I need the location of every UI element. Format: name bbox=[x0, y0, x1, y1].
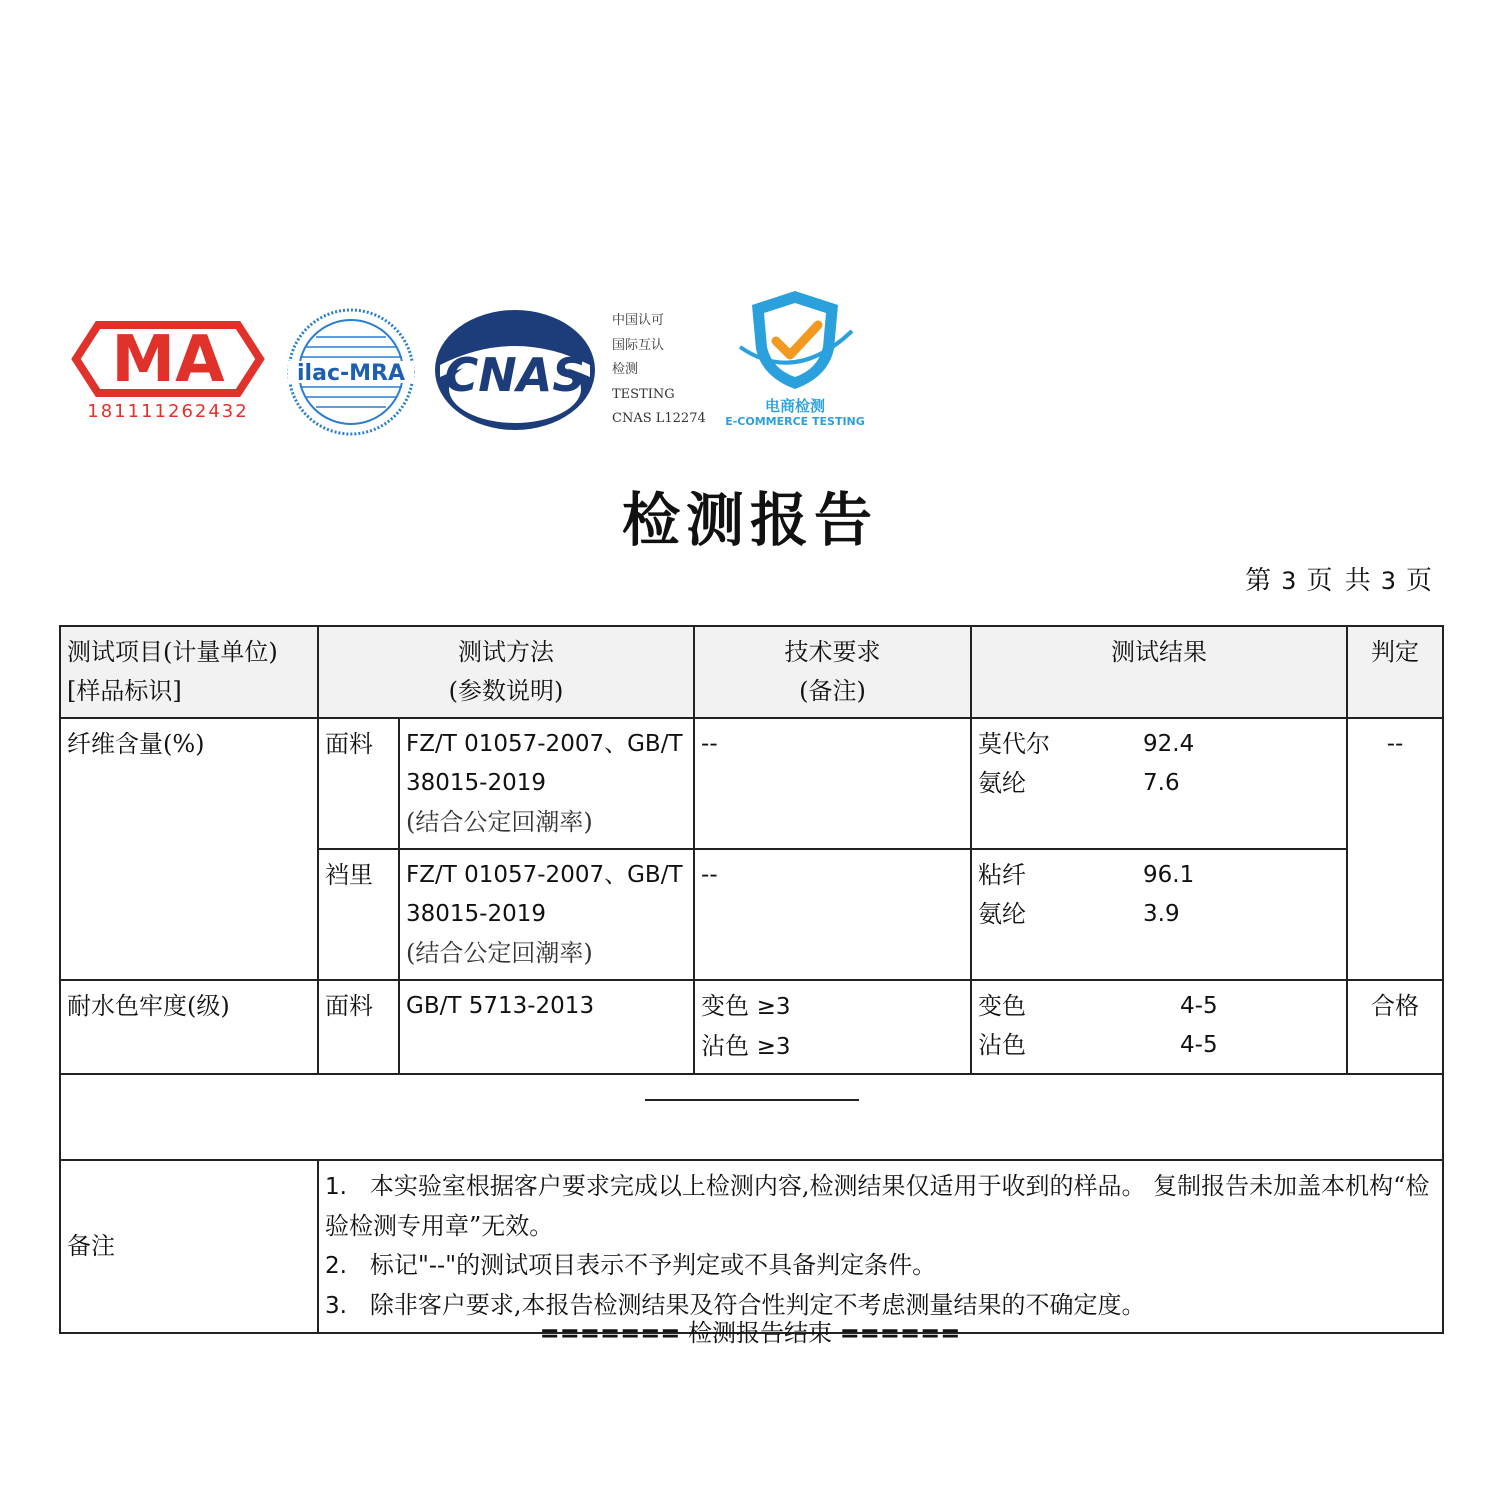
remark-item: 3. 除非客户要求,本报告检测结果及符合性判定不考虑测量结果的不确定度。 bbox=[325, 1291, 1146, 1319]
result-line: 变色 4-5 bbox=[978, 992, 1218, 1020]
water-method: GB/T 5713-2013 bbox=[399, 980, 694, 1074]
report-end-text: 检测报告结束 bbox=[688, 1319, 833, 1347]
water-result bbox=[971, 980, 1347, 1074]
table-row bbox=[60, 718, 1443, 849]
report-title: 检测报告 bbox=[621, 486, 878, 554]
shield-check-icon bbox=[720, 285, 870, 395]
separator-cell bbox=[60, 1074, 1443, 1160]
header-requirement: 技术要求 (备注) bbox=[694, 626, 971, 718]
fiber-crotch-method: FZ/T 01057-2007、GB/T 38015-2019 (结合公定回潮率) bbox=[399, 849, 694, 980]
header-verdict: 判定 bbox=[1347, 626, 1443, 718]
cnas-text-line: 检测 bbox=[612, 362, 639, 377]
result-line: 氨纶 7.6 bbox=[978, 769, 1180, 797]
cnas-logo bbox=[432, 307, 598, 433]
cnas-accreditation-text bbox=[612, 309, 722, 432]
water-verdict: 合格 bbox=[1347, 980, 1443, 1074]
result-line: 粘纤 96.1 bbox=[978, 861, 1195, 889]
remarks-row bbox=[60, 1160, 1443, 1333]
fiber-crotch-result bbox=[971, 849, 1347, 980]
fiber-fabric-method: FZ/T 01057-2007、GB/T 38015-2019 (结合公定回潮率) bbox=[399, 718, 694, 849]
page-current: 3 bbox=[1281, 567, 1299, 595]
remarks-label: 备注 bbox=[60, 1160, 318, 1333]
table-header-row bbox=[60, 626, 1443, 718]
requirement-line: 变色 ≥3 bbox=[701, 992, 791, 1020]
cnas-text-line: 中国认可 bbox=[612, 313, 665, 328]
fiber-crotch-requirement: -- bbox=[694, 849, 971, 980]
table-row bbox=[60, 980, 1443, 1074]
cma-logo bbox=[68, 315, 268, 435]
fiber-crotch-part: 裆里 bbox=[318, 849, 399, 980]
header-result: 测试结果 bbox=[971, 626, 1347, 718]
remarks-content bbox=[318, 1160, 1443, 1333]
page-mid: 页 共 bbox=[1306, 566, 1373, 596]
result-line: 氨纶 3.9 bbox=[978, 900, 1180, 928]
cnas-text-line: 国际互认 bbox=[612, 337, 665, 353]
page-prefix: 第 bbox=[1245, 566, 1274, 596]
header-test-method: 测试方法 (参数说明) bbox=[318, 626, 694, 718]
result-line: 沾色 4-5 bbox=[978, 1031, 1218, 1059]
remark-item: 1. 本实验室根据客户要求完成以上检测内容,检测结果仅适用于收到的样品。 复制报告未加盖本机构“检验检测专用章”无效。 bbox=[325, 1172, 1430, 1240]
cnas-text-line: TESTING bbox=[612, 386, 675, 402]
fiber-fabric-part: 面料 bbox=[318, 718, 399, 849]
separator-line bbox=[645, 1099, 859, 1101]
water-part: 面料 bbox=[318, 980, 399, 1074]
table-separator-row bbox=[60, 1074, 1443, 1160]
fiber-fabric-result bbox=[971, 718, 1347, 849]
page-suffix: 页 bbox=[1405, 566, 1434, 596]
test-results-table bbox=[59, 625, 1444, 1334]
ilac-logo-text: ilac-MRA bbox=[297, 361, 405, 386]
cma-number: 181111262432 bbox=[87, 401, 249, 422]
cnas-logo-text: CNAS bbox=[444, 348, 586, 402]
fiber-item: 纤维含量(%) bbox=[60, 718, 318, 980]
report-end-marker: ======= 检测报告结束 ====== bbox=[539, 1319, 961, 1347]
fiber-fabric-requirement: -- bbox=[694, 718, 971, 849]
page-total: 3 bbox=[1380, 567, 1398, 595]
cnas-text-line: CNAS L12274 bbox=[612, 411, 706, 426]
fiber-verdict: -- bbox=[1347, 718, 1443, 980]
ilac-mra-logo bbox=[286, 307, 416, 437]
water-requirement bbox=[694, 980, 971, 1074]
page-indicator bbox=[1245, 560, 1434, 597]
water-item: 耐水色牢度(级) bbox=[60, 980, 318, 1074]
remark-item: 2. 标记"--"的测试项目表示不予判定或不具备判定条件。 bbox=[325, 1251, 937, 1279]
cma-logo-text: MA bbox=[111, 323, 225, 397]
ecommerce-label-cn: 电商检测 bbox=[764, 397, 825, 415]
ecommerce-testing-logo bbox=[720, 285, 870, 435]
accreditation-logos bbox=[60, 285, 880, 435]
result-line: 莫代尔 92.4 bbox=[978, 730, 1195, 758]
requirement-line: 沾色 ≥3 bbox=[701, 1032, 791, 1060]
header-test-item: 测试项目(计量单位) [样品标识] bbox=[60, 626, 318, 718]
ecommerce-label-en: E-COMMERCE TESTING bbox=[725, 415, 865, 428]
